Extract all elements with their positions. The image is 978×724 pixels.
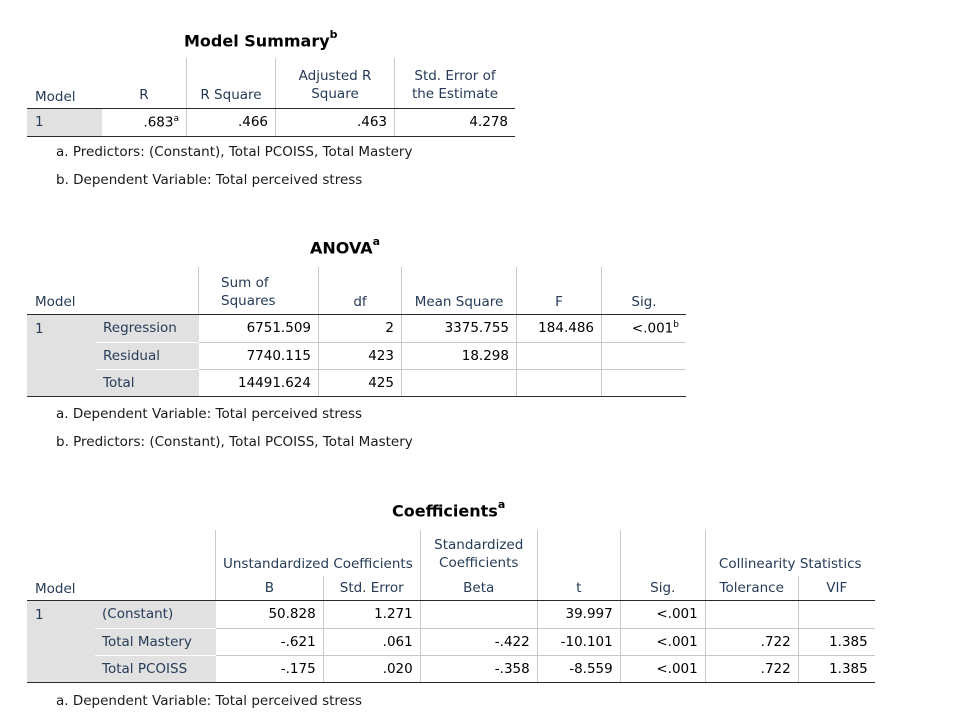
b-value: 50.828 — [216, 600, 324, 628]
header-adjusted-r-square: Adjusted R Square — [276, 58, 395, 108]
ms-value: 3375.755 — [402, 314, 517, 342]
df-value: 2 — [319, 314, 402, 342]
anova-table — [27, 267, 686, 397]
ss-value: 14491.624 — [199, 369, 319, 396]
header-model: Model — [27, 576, 95, 600]
header-r: R — [102, 58, 187, 108]
beta-value: -.422 — [420, 628, 537, 655]
table-row — [27, 108, 515, 136]
t-value: 39.997 — [537, 600, 620, 628]
row-label-residual: Residual — [96, 342, 199, 369]
df-value: 423 — [319, 342, 402, 369]
sig-value: <.001 — [620, 628, 705, 655]
header-t: t — [537, 576, 620, 600]
b-value: -.175 — [216, 655, 324, 682]
header-b: B — [216, 576, 324, 600]
beta-value — [420, 600, 537, 628]
vif-value: 1.385 — [798, 655, 875, 682]
tolerance-value: .722 — [705, 628, 798, 655]
header-unstandardized-coefficients: Unstandardized Coefficients — [216, 530, 421, 576]
b-value: -.621 — [216, 628, 324, 655]
adj-r-square-value: .463 — [276, 108, 395, 136]
coefficients-title: Coefficients$^a$ — [392, 498, 506, 521]
beta-value: -.358 — [420, 655, 537, 682]
header-model: Model — [27, 58, 102, 108]
sig-value: <.001 — [620, 655, 705, 682]
r-square-value: .466 — [187, 108, 276, 136]
sig-value: <.001 — [620, 600, 705, 628]
header-blank — [95, 530, 216, 576]
table-row — [27, 628, 875, 655]
coefficients-table — [27, 530, 875, 683]
header-mean-square: Mean Square — [402, 267, 517, 314]
model-cell: 1 — [27, 600, 95, 682]
model-cell: 1 — [27, 314, 96, 396]
table-row — [27, 342, 686, 369]
header-blank — [96, 267, 199, 314]
se-value: .020 — [323, 655, 420, 682]
f-value — [517, 369, 602, 396]
header-df: df — [319, 267, 402, 314]
footnote: a. Dependent Variable: Total perceived stress — [56, 693, 363, 709]
row-label-total-mastery: Total Mastery — [95, 628, 216, 655]
header-beta: Beta — [420, 576, 537, 600]
model-summary-title: Model Summary$^b$ — [184, 28, 338, 51]
std-error-value: 4.278 — [395, 108, 516, 136]
sig-value — [602, 342, 687, 369]
model-cell: 1 — [27, 108, 102, 136]
footnote: a. Dependent Variable: Total perceived stress — [56, 406, 363, 422]
row-label-total-pcoiss: Total PCOISS — [95, 655, 216, 682]
footnote: b. Dependent Variable: Total perceived stress — [56, 172, 363, 188]
t-value: -10.101 — [537, 628, 620, 655]
header-blank — [620, 530, 705, 576]
vif-value — [798, 600, 875, 628]
vif-value: 1.385 — [798, 628, 875, 655]
header-vif: VIF — [798, 576, 875, 600]
tolerance-value: .722 — [705, 655, 798, 682]
table-row — [27, 600, 875, 628]
header-blank — [27, 530, 95, 576]
header-tolerance: Tolerance — [705, 576, 798, 600]
header-r-square: R Square — [187, 58, 276, 108]
row-label-total: Total — [96, 369, 199, 396]
f-value: 184.486 — [517, 314, 602, 342]
ms-value — [402, 369, 517, 396]
header-sum-of-squares: Sum of Squares — [199, 267, 319, 314]
sig-value: <.001$^b$ — [631, 319, 679, 337]
ms-value: 18.298 — [402, 342, 517, 369]
row-label-regression: Regression — [96, 314, 199, 342]
tolerance-value — [705, 600, 798, 628]
header-collinearity-statistics: Collinearity Statistics — [718, 556, 862, 572]
se-value: 1.271 — [323, 600, 420, 628]
table-row — [27, 655, 875, 682]
table-row — [27, 369, 686, 396]
t-value: -8.559 — [537, 655, 620, 682]
ss-value: 6751.509 — [199, 314, 319, 342]
df-value: 425 — [319, 369, 402, 396]
ss-value: 7740.115 — [199, 342, 319, 369]
header-sig: Sig. — [620, 576, 705, 600]
header-blank — [95, 576, 216, 600]
table-row — [27, 314, 686, 342]
header-sig: Sig. — [602, 267, 687, 314]
model-summary-table — [27, 58, 515, 137]
se-value: .061 — [323, 628, 420, 655]
header-std-error: Std. Error — [323, 576, 420, 600]
f-value — [517, 342, 602, 369]
header-f: F — [517, 267, 602, 314]
header-blank — [537, 530, 620, 576]
header-std-error: Std. Error of the Estimate — [395, 58, 516, 108]
row-label-constant: (Constant) — [95, 600, 216, 628]
anova-title: ANOVA$^a$ — [310, 235, 381, 258]
header-standardized-coefficients: Standardized Coefficients — [420, 530, 537, 576]
sig-value — [602, 369, 687, 396]
footnote: b. Predictors: (Constant), Total PCOISS, Total Mastery — [56, 434, 413, 450]
header-model: Model — [27, 267, 96, 314]
r-value: .683$^a$ — [102, 108, 187, 136]
footnote: a. Predictors: (Constant), Total PCOISS, Total Mastery — [56, 144, 413, 160]
